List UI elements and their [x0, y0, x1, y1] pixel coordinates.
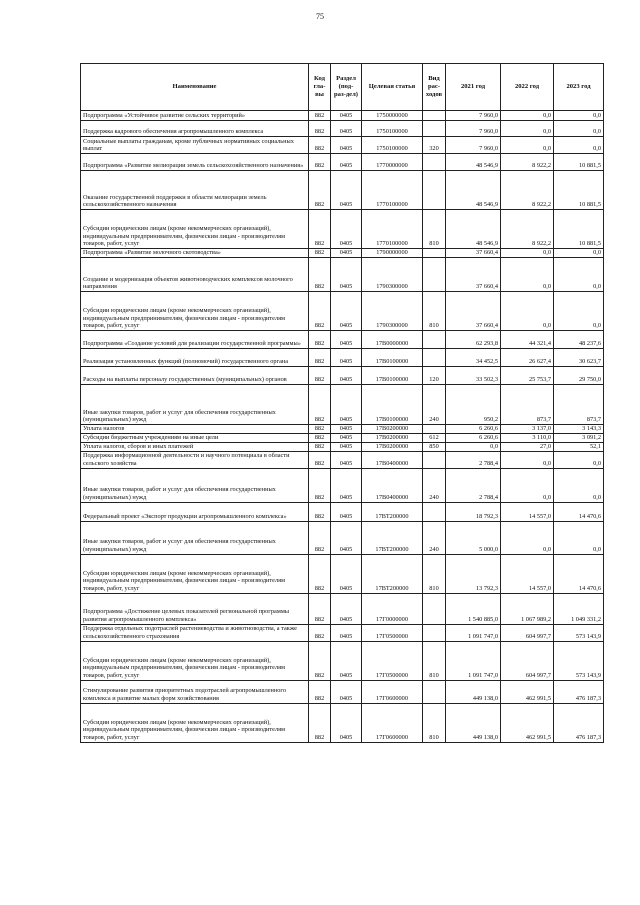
cell-name: Поддержка кадрового обеспечения агропромышленного комплекса — [81, 121, 309, 137]
table-row — [81, 121, 604, 137]
cell-expense — [423, 171, 446, 210]
table-row — [81, 680, 604, 703]
cell-y2022: 44 321,4 — [501, 331, 554, 349]
cell-y2023: 573 143,9 — [554, 641, 604, 680]
cell-target: 17В0000000 — [362, 331, 423, 349]
table-body — [81, 111, 604, 743]
cell-y2022: 3 137,0 — [501, 425, 554, 434]
cell-y2021: 0,0 — [446, 442, 501, 451]
cell-target: 17Г0500000 — [362, 641, 423, 680]
cell-y2023: 0,0 — [554, 258, 604, 292]
cell-y2023: 48 237,6 — [554, 331, 604, 349]
cell-ministry: 882 — [309, 554, 331, 593]
cell-target: 1750100000 — [362, 137, 423, 154]
cell-y2022: 604 997,7 — [501, 641, 554, 680]
col-header-2021: 2021 год — [446, 64, 501, 111]
cell-name: Иные закупки товаров, работ и услуг для обеспечения государственных (муниципальных) нужд — [81, 385, 309, 425]
cell-target: 17Г0000000 — [362, 593, 423, 624]
cell-target: 17В0400000 — [362, 451, 423, 468]
cell-y2023: 0,0 — [554, 521, 604, 554]
cell-target: 17В0200000 — [362, 425, 423, 434]
cell-ministry: 882 — [309, 171, 331, 210]
table-row — [81, 210, 604, 249]
cell-y2023: 52,1 — [554, 442, 604, 451]
cell-expense — [423, 258, 446, 292]
cell-y2023: 29 750,0 — [554, 367, 604, 385]
cell-ministry: 882 — [309, 442, 331, 451]
cell-y2022: 27,0 — [501, 442, 554, 451]
cell-name: Субсидии бюджетным учреждениям на иные цели — [81, 433, 309, 442]
cell-target: 17ВТ200000 — [362, 554, 423, 593]
cell-expense — [423, 249, 446, 258]
cell-section: 0405 — [331, 385, 362, 425]
table-row — [81, 154, 604, 171]
cell-section: 0405 — [331, 292, 362, 331]
cell-name: Поддержка информационной деятельности и научного потенциала в области сельского хозяйства — [81, 451, 309, 468]
cell-y2022: 14 557,0 — [501, 502, 554, 521]
table-row — [81, 451, 604, 468]
cell-y2022: 0,0 — [501, 451, 554, 468]
cell-section: 0405 — [331, 249, 362, 258]
page-number: 75 — [316, 12, 324, 21]
cell-name: Расходы на выплаты персоналу государственных (муниципальных) органов — [81, 367, 309, 385]
cell-name: Субсидии юридическим лицам (кроме некоммерческих организаций), индивидуальным предпринимателям, физическим лицам - производителям товаров, работ, услуг — [81, 641, 309, 680]
table-row — [81, 703, 604, 742]
cell-target: 17В0100000 — [362, 349, 423, 367]
cell-y2022: 0,0 — [501, 258, 554, 292]
cell-ministry: 882 — [309, 349, 331, 367]
cell-section: 0405 — [331, 367, 362, 385]
cell-ministry: 882 — [309, 249, 331, 258]
cell-y2021: 37 660,4 — [446, 292, 501, 331]
cell-name: Субсидии юридическим лицам (кроме некоммерческих организаций), индивидуальным предпринимателям, физическим лицам - производителям товаров, работ, услуг — [81, 703, 309, 742]
cell-y2023: 0,0 — [554, 451, 604, 468]
cell-expense — [423, 154, 446, 171]
table-row — [81, 349, 604, 367]
table-row — [81, 171, 604, 210]
cell-y2022: 873,7 — [501, 385, 554, 425]
cell-target: 17Г0600000 — [362, 680, 423, 703]
cell-name: Подпрограмма «Развитие мелиорации земель сельскохозяйственного назначения» — [81, 154, 309, 171]
cell-target: 17ВТ200000 — [362, 502, 423, 521]
cell-y2023: 873,7 — [554, 385, 604, 425]
cell-target: 1790300000 — [362, 258, 423, 292]
cell-y2021: 7 960,0 — [446, 121, 501, 137]
cell-expense — [423, 349, 446, 367]
cell-ministry: 882 — [309, 502, 331, 521]
cell-target: 1790000000 — [362, 249, 423, 258]
cell-name: Социальные выплаты гражданам, кроме публичных нормативных социальных выплат — [81, 137, 309, 154]
cell-expense: 240 — [423, 468, 446, 502]
cell-expense: 850 — [423, 442, 446, 451]
cell-expense: 810 — [423, 641, 446, 680]
cell-y2021: 950,2 — [446, 385, 501, 425]
cell-y2021: 2 788,4 — [446, 468, 501, 502]
cell-ministry: 882 — [309, 593, 331, 624]
cell-y2023: 0,0 — [554, 292, 604, 331]
cell-y2022: 462 991,5 — [501, 680, 554, 703]
cell-y2023: 476 187,3 — [554, 703, 604, 742]
cell-section: 0405 — [331, 554, 362, 593]
cell-name: Стимулирование развития приоритетных подотраслей агропромышленного комплекса и развитие малых форм хозяйствования — [81, 680, 309, 703]
cell-expense: 240 — [423, 521, 446, 554]
col-header-section: Раздел (под-раз-дел) — [331, 64, 362, 111]
cell-expense — [423, 451, 446, 468]
cell-ministry: 882 — [309, 521, 331, 554]
cell-section: 0405 — [331, 171, 362, 210]
cell-y2023: 10 881,5 — [554, 210, 604, 249]
cell-y2023: 0,0 — [554, 111, 604, 121]
cell-ministry: 882 — [309, 154, 331, 171]
cell-expense: 240 — [423, 385, 446, 425]
cell-ministry: 882 — [309, 425, 331, 434]
cell-expense — [423, 593, 446, 624]
cell-y2022: 3 110,0 — [501, 433, 554, 442]
cell-y2022: 8 922,2 — [501, 154, 554, 171]
cell-y2021: 1 540 885,0 — [446, 593, 501, 624]
cell-section: 0405 — [331, 349, 362, 367]
cell-expense — [423, 680, 446, 703]
cell-section: 0405 — [331, 521, 362, 554]
table-row — [81, 385, 604, 425]
cell-section: 0405 — [331, 593, 362, 624]
cell-section: 0405 — [331, 258, 362, 292]
cell-section: 0405 — [331, 425, 362, 434]
cell-name: Иные закупки товаров, работ и услуг для обеспечения государственных (муниципальных) нужд — [81, 521, 309, 554]
cell-y2021: 2 788,4 — [446, 451, 501, 468]
cell-name: Федеральный проект «Экспорт продукции агропромышленного комплекса» — [81, 502, 309, 521]
cell-section: 0405 — [331, 641, 362, 680]
cell-name: Создание и модернизация объектов животноводческих комплексов молочного направления — [81, 258, 309, 292]
cell-name: Субсидии юридическим лицам (кроме некоммерческих организаций), индивидуальным предпринимателям, физическим лицам - производителям товаров, работ, услуг — [81, 210, 309, 249]
cell-y2022: 0,0 — [501, 521, 554, 554]
budget-table — [80, 63, 604, 743]
cell-ministry: 882 — [309, 210, 331, 249]
cell-y2022: 0,0 — [501, 111, 554, 121]
cell-y2021: 48 546,9 — [446, 154, 501, 171]
cell-name: Подпрограмма «Достижение целевых показателей региональной программы развития агропромышленного комплекса» — [81, 593, 309, 624]
cell-y2023: 0,0 — [554, 468, 604, 502]
cell-y2023: 3 143,3 — [554, 425, 604, 434]
cell-y2023: 0,0 — [554, 137, 604, 154]
table-row — [81, 624, 604, 641]
cell-section: 0405 — [331, 451, 362, 468]
cell-expense: 810 — [423, 703, 446, 742]
cell-y2023: 3 091,2 — [554, 433, 604, 442]
table-row — [81, 442, 604, 451]
cell-section: 0405 — [331, 433, 362, 442]
cell-ministry: 882 — [309, 331, 331, 349]
cell-y2021: 18 792,3 — [446, 502, 501, 521]
table-row — [81, 554, 604, 593]
cell-y2023: 1 049 331,2 — [554, 593, 604, 624]
cell-y2022: 0,0 — [501, 121, 554, 137]
cell-y2022: 1 067 989,2 — [501, 593, 554, 624]
cell-expense — [423, 111, 446, 121]
cell-y2021: 48 546,9 — [446, 171, 501, 210]
cell-y2022: 8 922,2 — [501, 171, 554, 210]
cell-y2023: 10 881,5 — [554, 154, 604, 171]
cell-y2023: 14 470,6 — [554, 502, 604, 521]
cell-expense — [423, 425, 446, 434]
col-header-name: Наименование — [81, 64, 309, 111]
cell-y2022: 8 922,2 — [501, 210, 554, 249]
cell-y2021: 62 293,8 — [446, 331, 501, 349]
cell-y2021: 33 502,3 — [446, 367, 501, 385]
cell-target: 17В0400000 — [362, 468, 423, 502]
cell-y2022: 604 997,7 — [501, 624, 554, 641]
table-header — [81, 64, 604, 111]
cell-ministry: 882 — [309, 121, 331, 137]
cell-ministry: 882 — [309, 367, 331, 385]
table-row — [81, 502, 604, 521]
cell-ministry: 882 — [309, 111, 331, 121]
cell-name: Субсидии юридическим лицам (кроме некоммерческих организаций), индивидуальным предпринимателям, физическим лицам - производителям товаров, работ, услуг — [81, 292, 309, 331]
cell-y2022: 0,0 — [501, 468, 554, 502]
cell-section: 0405 — [331, 210, 362, 249]
cell-y2021: 5 000,0 — [446, 521, 501, 554]
cell-expense — [423, 121, 446, 137]
cell-target: 1770100000 — [362, 171, 423, 210]
cell-name: Субсидии юридическим лицам (кроме некоммерческих организаций), индивидуальным предпринимателям, физическим лицам - производителям товаров, работ, услуг — [81, 554, 309, 593]
cell-section: 0405 — [331, 111, 362, 121]
cell-target: 17Г0600000 — [362, 703, 423, 742]
cell-expense: 120 — [423, 367, 446, 385]
cell-ministry: 882 — [309, 624, 331, 641]
table-row — [81, 367, 604, 385]
col-header-2023: 2023 год — [554, 64, 604, 111]
cell-y2021: 449 138,0 — [446, 703, 501, 742]
cell-expense — [423, 331, 446, 349]
cell-y2022: 26 627,4 — [501, 349, 554, 367]
cell-y2021: 449 138,0 — [446, 680, 501, 703]
cell-ministry: 882 — [309, 680, 331, 703]
cell-y2023: 0,0 — [554, 121, 604, 137]
cell-y2021: 7 960,0 — [446, 111, 501, 121]
cell-name: Уплата налогов — [81, 425, 309, 434]
cell-section: 0405 — [331, 121, 362, 137]
table-row — [81, 468, 604, 502]
cell-expense — [423, 502, 446, 521]
cell-y2023: 0,0 — [554, 249, 604, 258]
cell-y2021: 34 452,5 — [446, 349, 501, 367]
cell-y2023: 30 623,7 — [554, 349, 604, 367]
cell-target: 17В0200000 — [362, 433, 423, 442]
cell-section: 0405 — [331, 442, 362, 451]
cell-y2021: 37 660,4 — [446, 258, 501, 292]
table-row — [81, 593, 604, 624]
cell-y2023: 476 187,3 — [554, 680, 604, 703]
cell-ministry: 882 — [309, 292, 331, 331]
cell-ministry: 882 — [309, 433, 331, 442]
table-row — [81, 111, 604, 121]
cell-expense: 810 — [423, 554, 446, 593]
cell-expense: 810 — [423, 210, 446, 249]
cell-section: 0405 — [331, 468, 362, 502]
cell-y2021: 37 660,4 — [446, 249, 501, 258]
cell-y2021: 1 091 747,0 — [446, 624, 501, 641]
cell-name: Уплата налогов, сборов и иных платежей — [81, 442, 309, 451]
cell-name: Подпрограмма «Создание условий для реализации государственной программы» — [81, 331, 309, 349]
table-row — [81, 137, 604, 154]
table-row — [81, 433, 604, 442]
cell-expense: 810 — [423, 292, 446, 331]
cell-section: 0405 — [331, 624, 362, 641]
cell-y2022: 0,0 — [501, 137, 554, 154]
cell-section: 0405 — [331, 331, 362, 349]
col-header-expense: Вид рас-ходов — [423, 64, 446, 111]
table-row — [81, 292, 604, 331]
cell-name: Иные закупки товаров, работ и услуг для обеспечения государственных (муниципальных) нужд — [81, 468, 309, 502]
cell-ministry: 882 — [309, 451, 331, 468]
cell-y2022: 462 991,5 — [501, 703, 554, 742]
table-row — [81, 331, 604, 349]
cell-ministry: 882 — [309, 258, 331, 292]
cell-ministry: 882 — [309, 641, 331, 680]
cell-target: 17В0200000 — [362, 442, 423, 451]
cell-name: Реализация установленных функций (полномочий) государственного органа — [81, 349, 309, 367]
cell-expense — [423, 624, 446, 641]
cell-expense: 320 — [423, 137, 446, 154]
cell-section: 0405 — [331, 137, 362, 154]
cell-target: 1790300000 — [362, 292, 423, 331]
cell-ministry: 882 — [309, 385, 331, 425]
cell-section: 0405 — [331, 680, 362, 703]
cell-section: 0405 — [331, 703, 362, 742]
cell-section: 0405 — [331, 502, 362, 521]
cell-y2022: 14 557,0 — [501, 554, 554, 593]
cell-name: Поддержка отдельных подотраслей растениеводства и животноводства, а также сельскохозяйственного страхования — [81, 624, 309, 641]
cell-target: 1770100000 — [362, 210, 423, 249]
cell-name: Подпрограмма «Устойчивое развитие сельских территорий» — [81, 111, 309, 121]
cell-target: 17В0100000 — [362, 385, 423, 425]
cell-y2021: 13 792,3 — [446, 554, 501, 593]
table-row — [81, 249, 604, 258]
cell-y2022: 25 753,7 — [501, 367, 554, 385]
cell-y2021: 6 260,6 — [446, 425, 501, 434]
cell-y2021: 6 260,6 — [446, 433, 501, 442]
cell-section: 0405 — [331, 154, 362, 171]
cell-ministry: 882 — [309, 703, 331, 742]
col-header-ministry: Код гла-вы — [309, 64, 331, 111]
cell-target: 17ВТ200000 — [362, 521, 423, 554]
cell-y2022: 0,0 — [501, 292, 554, 331]
table-row — [81, 425, 604, 434]
cell-y2023: 10 881,5 — [554, 171, 604, 210]
cell-ministry: 882 — [309, 137, 331, 154]
cell-y2023: 573 143,9 — [554, 624, 604, 641]
cell-name: Оказание государственной поддержки в области мелиорации земель сельскохозяйственного назначения — [81, 171, 309, 210]
cell-name: Подпрограмма «Развитие молочного скотоводства» — [81, 249, 309, 258]
cell-target: 17В0100000 — [362, 367, 423, 385]
table-row — [81, 258, 604, 292]
table-row — [81, 521, 604, 554]
cell-y2021: 48 546,9 — [446, 210, 501, 249]
col-header-target: Целевая статья — [362, 64, 423, 111]
cell-target: 1750100000 — [362, 121, 423, 137]
cell-y2021: 7 960,0 — [446, 137, 501, 154]
table-row — [81, 641, 604, 680]
cell-y2021: 1 091 747,0 — [446, 641, 501, 680]
col-header-2022: 2022 год — [501, 64, 554, 111]
cell-expense: 612 — [423, 433, 446, 442]
cell-target: 1770000000 — [362, 154, 423, 171]
cell-y2022: 0,0 — [501, 249, 554, 258]
cell-ministry: 882 — [309, 468, 331, 502]
cell-target: 17Г0500000 — [362, 624, 423, 641]
cell-target: 1750000000 — [362, 111, 423, 121]
cell-y2023: 14 470,6 — [554, 554, 604, 593]
